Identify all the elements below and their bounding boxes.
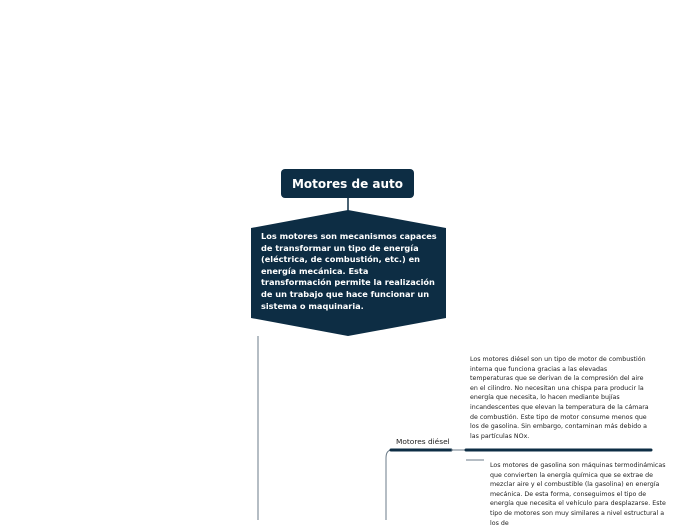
branch-connector [386,450,392,520]
branch-label-diesel[interactable]: Motores diésel [396,437,450,446]
root-node[interactable] [281,169,414,198]
note-gasoline: Los motores de gasolina son máquinas termodinámicas que convierten la energía química que se extrae de mezclar aire y el combustible (la gasolina) en energía mecánica. De esta forma, conseguimos el tipo de energía que necesita el vehículo para desplazarse. Este tipo de motores son muy similares a nivel estructural a los de [490,462,666,527]
root-title: Motores de auto [291,176,404,191]
main-topic-text: Los motores son mecanismos capaces de transformar un tipo de energía (eléctrica, de combustión, etc.) en energía mecánica. Esta transformación permite la realización de un trabajo que hace funcionar un sistema o maquinaria. [261,231,437,311]
note-diesel: Los motores diésel son un tipo de motor de combustión interna que funciona gracias a las elevadas temperaturas que se derivan de la compresión del aire en el cilindro. No necesitan una chispa para producir la energía que necesita, lo hacen mediante bujías incandescentes que elevan la temperatura de la cámara de combustión. Este tipo de motor consume menos que los de gasolina. Sin embargo, contaminan más debido a las partículas NOx. [470,356,649,440]
